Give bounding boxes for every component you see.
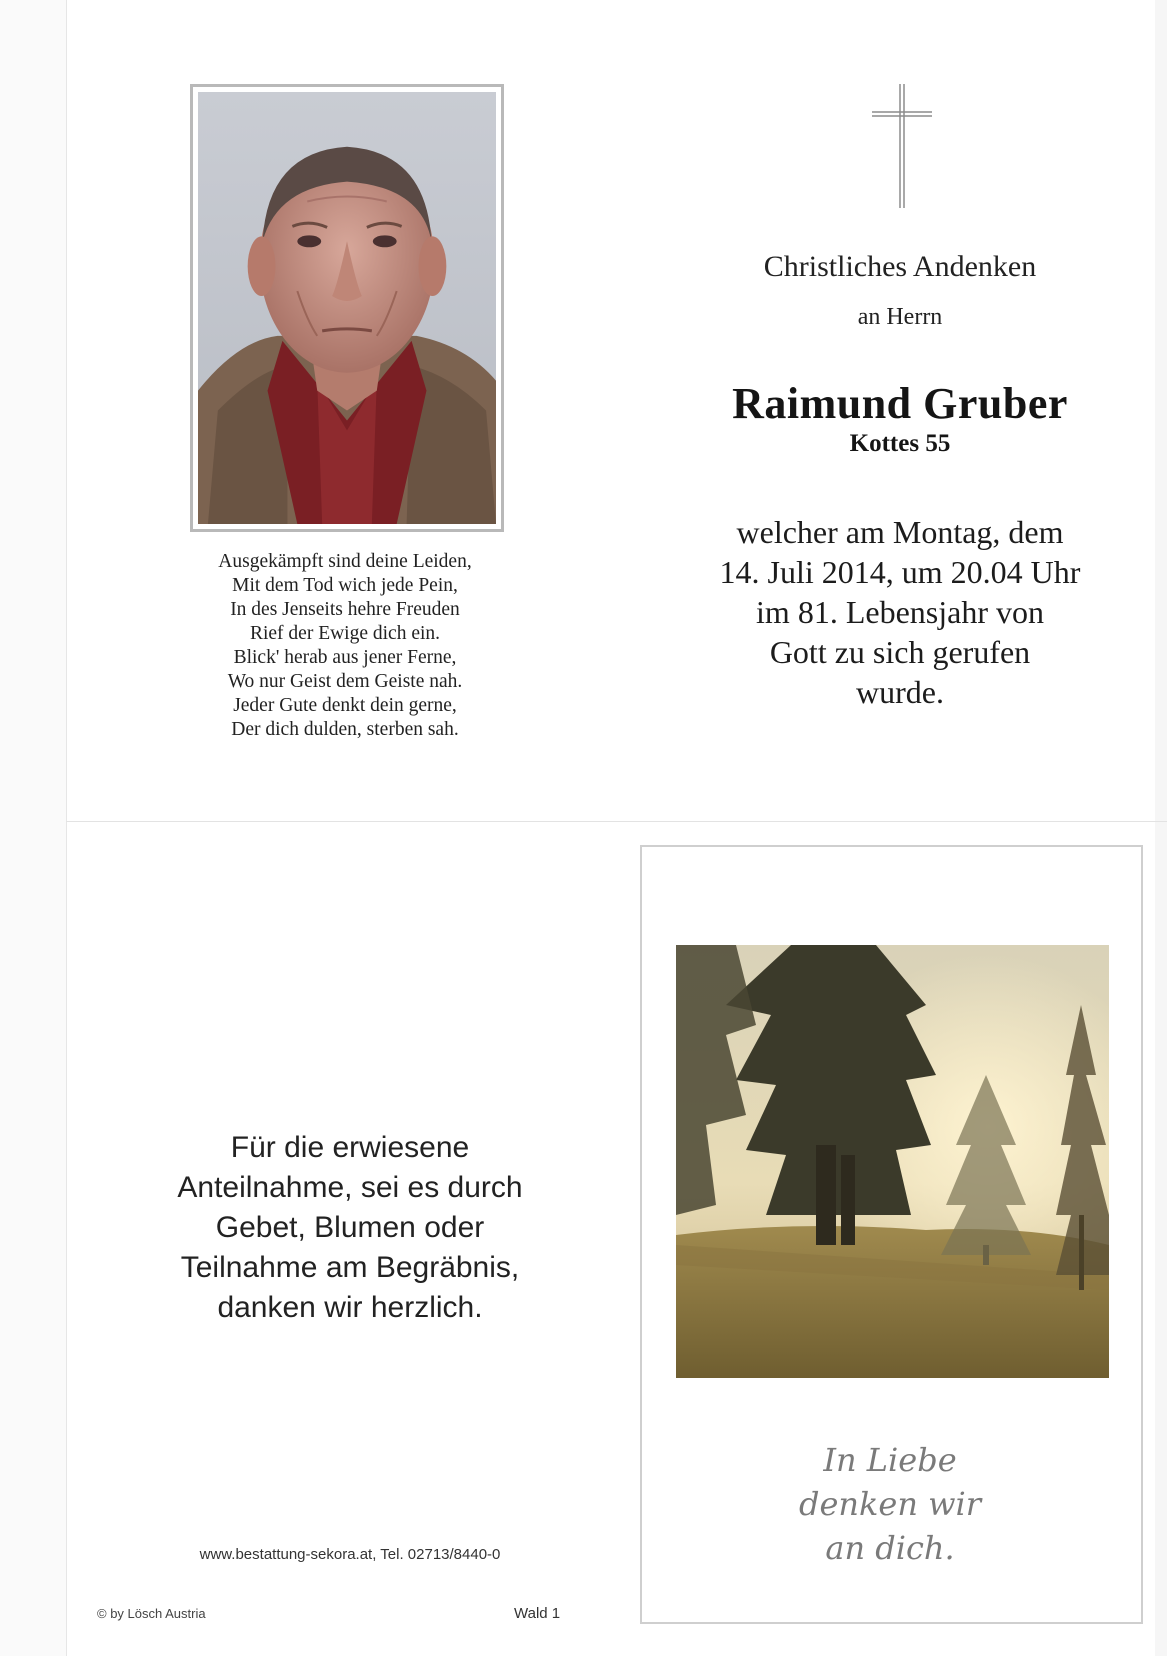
- card-script-line: denken wir: [798, 1485, 982, 1523]
- card-model-label: Wald 1: [514, 1605, 561, 1622]
- deceased-address: Kottes 55: [849, 430, 951, 457]
- card-script-line: an dich.: [825, 1529, 955, 1567]
- poem-line: Ausgekämpft sind deine Leiden,: [218, 551, 472, 572]
- death-notice-line: 14. Juli 2014, um 20.04 Uhr: [719, 554, 1081, 590]
- page-title: Christliches Andenken: [763, 250, 1037, 283]
- portrait-frame: [190, 84, 504, 532]
- deceased-name: Raimund Gruber: [732, 379, 1068, 428]
- death-notice-line: im 81. Lebensjahr von: [756, 594, 1044, 630]
- death-notice-line: wurde.: [856, 674, 944, 710]
- poem-line: Wo nur Geist dem Geiste nah.: [227, 671, 463, 692]
- salutation: an Herrn: [857, 304, 943, 330]
- poem: [170, 550, 520, 742]
- death-notice: [680, 512, 1120, 712]
- thank-you-message: [130, 1128, 570, 1328]
- thanks-line: danken wir herzlich.: [217, 1291, 483, 1324]
- poem-line: Blick' herab aus jener Ferne,: [233, 647, 457, 668]
- thanks-line: Gebet, Blumen oder: [215, 1211, 485, 1244]
- poem-line: Jeder Gute denkt dein gerne,: [233, 695, 457, 716]
- scan-edge-right: [1155, 0, 1167, 1656]
- cross-icon: [870, 82, 934, 210]
- poem-line: Mit dem Tod wich jede Pein,: [232, 575, 458, 596]
- poem-line: Der dich dulden, sterben sah.: [231, 719, 459, 740]
- scan-edge-left: [0, 0, 67, 1656]
- card-script-line: In Liebe: [823, 1441, 957, 1479]
- poem-line: Rief der Ewige dich ein.: [249, 623, 441, 644]
- thanks-line: Anteilnahme, sei es durch: [177, 1171, 523, 1204]
- death-notice-line: welcher am Montag, dem: [736, 514, 1064, 550]
- fold-line: [66, 821, 1167, 822]
- card-script-text: [690, 1438, 1090, 1570]
- thanks-line: Teilnahme am Begräbnis,: [180, 1251, 520, 1284]
- thanks-line: Für die erwiesene: [230, 1131, 470, 1164]
- forest-landscape-image: [676, 945, 1109, 1378]
- portrait-photo: [198, 92, 496, 524]
- death-notice-line: Gott zu sich gerufen: [769, 634, 1031, 670]
- funeral-home-contact: www.bestattung-sekora.at, Tel. 02713/8440-0: [199, 1546, 501, 1563]
- copyright-notice: © by Lösch Austria: [97, 1606, 206, 1621]
- poem-line: In des Jenseits hehre Freuden: [230, 599, 460, 620]
